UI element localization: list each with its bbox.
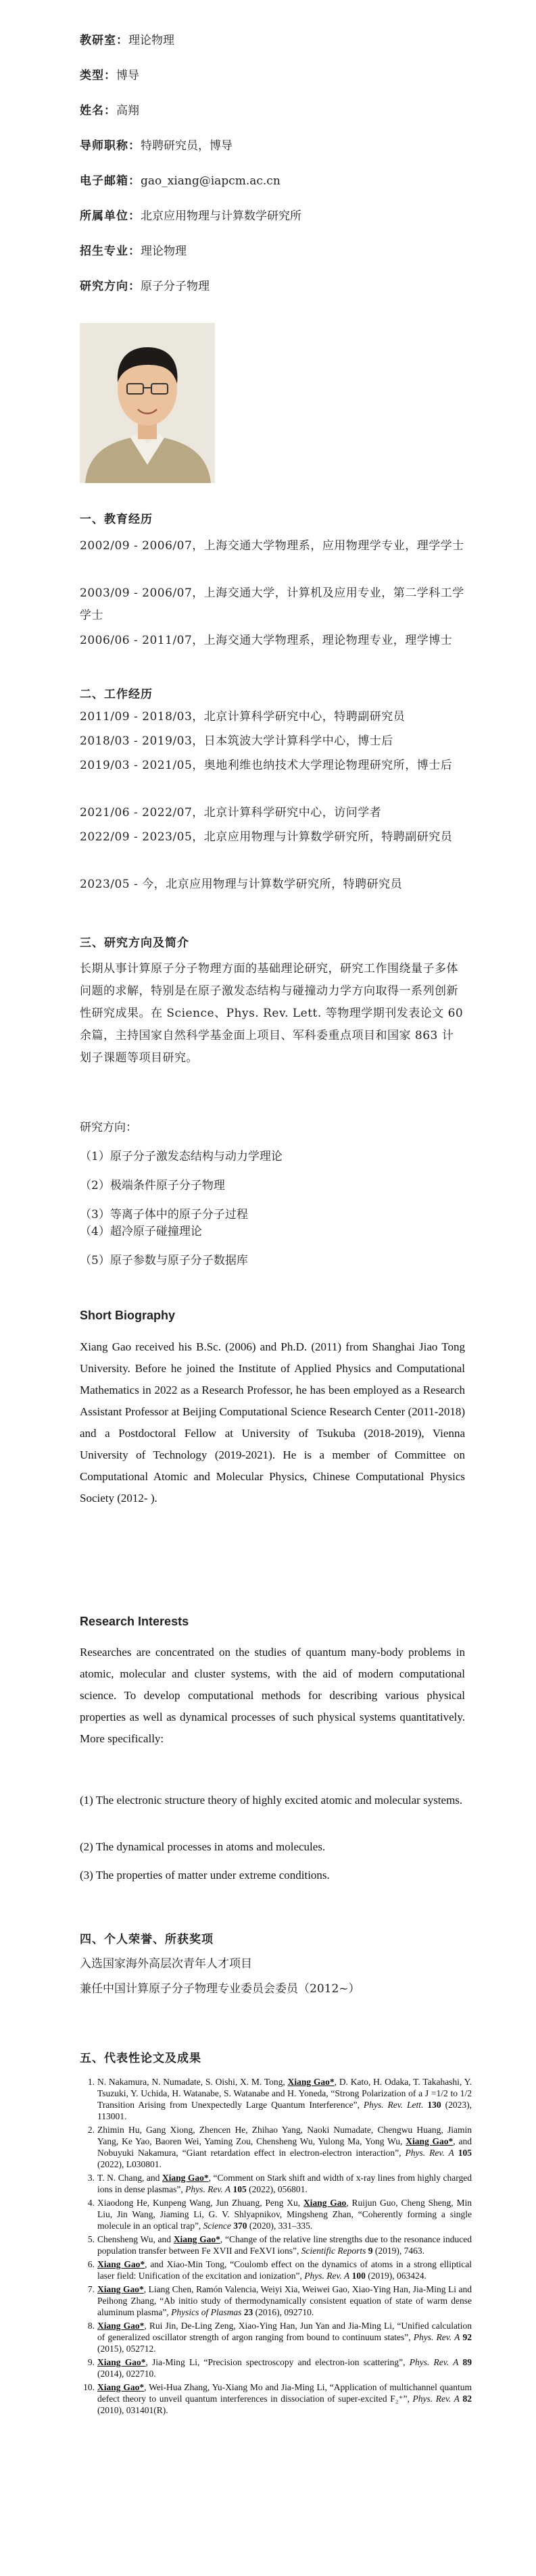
work-item: 2019/03 - 2021/05，奥地利维也纳技术大学理论物理研究所，博士后 (80, 759, 453, 772)
interests-text: Researches are concentrated on the studies of quantum many-body problems in atomic, molecular and cluster systems, with the aid of modern computational science. To develop computational methods for describing various physical properties as well as dynamical processes of such physical systems quantitatively. More specifically: (80, 1646, 465, 1745)
work-item: 2023/05 - 今，北京应用物理与计算数学研究所，特聘研究员 (80, 878, 403, 891)
author-highlight: Xiang Gao* (406, 2136, 454, 2146)
author-highlight: Xiang Gao* (173, 2234, 220, 2244)
info-research-direction: 研究方向：原子分子物理 (80, 280, 210, 293)
education-item: 2006/06 - 2011/07，上海交通大学物理系，理论物理专业，理学博士 (80, 634, 453, 647)
publication-item: 8. Xiang Gao*, Rui Jin, De-Ling Zeng, Xiao-Ying Han, Jun Yan and Jia-Ming Li, “Unified calculation of generalized oscillator strength of argon ranging from bound to continuum states”, Phys. Rev. A 92 (2015), 052712. (87, 2321, 472, 2354)
research-direction-item: （5）原子参数与原子分子数据库 (80, 1254, 248, 1267)
research-direction-item: （1）原子分子激发态结构与动力学理论 (80, 1150, 283, 1163)
author-highlight: Xiang Gao* (287, 2077, 335, 2087)
work-item: 2011/09 - 2018/03，北京计算科学研究中心，特聘副研究员 (80, 710, 406, 724)
info-enrollment-major: 招生专业：理论物理 (80, 245, 187, 258)
honor-item: 兼任中国计算原子分子物理专业委员会委员（2012~） (80, 1982, 360, 1996)
research-heading: 三、研究方向及简介 (80, 936, 189, 950)
author-highlight: Xiang Gao* (162, 2173, 209, 2183)
work-item: 2022/09 - 2023/05，北京应用物理与计算数学研究所，特聘副研究员 (80, 830, 453, 844)
author-highlight: Xiang Gao (303, 2198, 347, 2208)
author-highlight: Xiang Gao* (97, 2321, 145, 2331)
author-highlight: Xiang Gao* (97, 2357, 146, 2367)
publication-item: 1. N. Nakamura, N. Numadate, S. Oishi, X. M. Tong, Xiang Gao*, D. Kato, H. Odaka, T. Takahashi, Y. Tsuzuki, Y. Uchida, H. Watanabe, S. Watanabe and H. Yoneda, “Strong Polarization of a J =1/2 to 1/2 Transition Arising from Unexpectedly Large Quantum Interference”, Phys. Rev. Lett. 130 (2023), 113001. (87, 2077, 472, 2121)
portrait-photo (80, 323, 215, 483)
research-direction-item: （2）极端条件原子分子物理 (80, 1179, 225, 1192)
honors-heading: 四、个人荣誉、所获奖项 (80, 1933, 214, 1946)
info-advisor-title: 导师职称：特聘研究员，博导 (80, 139, 233, 153)
research-summary: 长期从事计算原子分子物理方面的基础理论研究，研究工作围绕量子多体问题的求解，特别是在原子激发态结构与碰撞动力学方向取得一系列创新性研究成果。在 Science、Phys. Rev. Lett. 等物理学期刊发表论文 60 余篇，主持国家自然科学基金面上项目、军科委重点项目和国家 863 计划子课题等项目研究。 (80, 962, 464, 1065)
education-item: 2003/09 - 2006/07，上海交通大学，计算机及应用专业，第二学科工学学士 (80, 586, 464, 622)
publication-item: 3. T. N. Chang, and Xiang Gao*, “Comment on Stark shift and width of x-ray lines from highly charged ions in dense plasmas”, Phys. Rev. A 105 (2022), 056801. (87, 2173, 472, 2194)
research-direction-item: （3）等离子体中的原子分子过程 (80, 1208, 248, 1221)
publication-item: 4. Xiaodong He, Kunpeng Wang, Jun Zhuang, Peng Xu, Xiang Gao, Ruijun Guo, Cheng Sheng, Min Liu, Jin Wang, Jiaming Li, G. V. Shlyapnikov, Mingsheng Zhan, “Coherently forming a single molecule in an optical trap”, Science 370 (2020), 331–335. (87, 2198, 472, 2231)
info-email: 电子邮箱：gao_xiang@iapcm.ac.cn (80, 174, 281, 188)
interest-item: (1) The electronic structure theory of highly excited atomic and molecular systems. (80, 1794, 463, 1807)
publication-list (80, 2076, 472, 2418)
research-direction-item: （4）超冷原子碰撞理论 (80, 1225, 202, 1238)
info-name: 姓名：高翔 (80, 104, 139, 118)
work-item: 2018/03 - 2019/03，日本筑波大学计算科学中心，博士后 (80, 734, 393, 748)
publication-item: 9. Xiang Gao*, Jia-Ming Li, “Precision spectroscopy and electron-ion scattering”, Phys. Rev. A 89 (2014), 022710. (87, 2357, 472, 2379)
work-heading: 二、工作经历 (80, 688, 153, 701)
publication-item: 10. Xiang Gao*, Wei-Hua Zhang, Yu-Xiang Mo and Jia-Ming Li, “Application of multichannel quantum defect theory to unveil quantum interferences in dissociation of super-excited F₂⁺”, Phys. Rev. A 82 (2010), 031401(R). (83, 2382, 472, 2415)
publication-item: 7. Xiang Gao*, Liang Chen, Ramón Valencia, Weiyi Xia, Weiwei Gao, Xiao-Ying Han, Jia-Ming Li and Peihong Zhang, “Ab initio study of thermodynamically consistent equation of state of warm dense aluminum plasma”, Physics of Plasmas 23 (2016), 092710. (87, 2284, 472, 2317)
info-affiliation: 所属单位：北京应用物理与计算数学研究所 (80, 209, 301, 223)
bio-text: Xiang Gao received his B.Sc. (2006) and Ph.D. (2011) from Shanghai Jiao Tong University. Before he joined the Institute of Applied Physics and Computational Mathematics in 2022 as a Research Professor, he has been employed as a Research Assistant Professor at Beijing Computational Science Research Center (2011-2018) and a Postdoctoral Fellow at University of Tsukuba (2018-2019), Vienna University of Technology (2019-2021). He is a member of Committee on Computational Atomic and Molecular Physics, Chinese Computational Physics Society (2012- ). (80, 1340, 465, 1505)
work-item: 2021/06 - 2022/07，北京计算科学研究中心，访问学者 (80, 806, 382, 819)
info-type: 类型：博导 (80, 69, 139, 82)
education-item: 2002/09 - 2006/07，上海交通大学物理系，应用物理学专业，理学学士 (80, 539, 464, 553)
research-directions-label: 研究方向： (80, 1121, 137, 1134)
portrait-illustration (80, 323, 215, 483)
publication-item: 5. Chensheng Wu, and Xiang Gao*, “Change of the relative line strengths due to the resonance induced population transfer between Fe XVII and FeXVI ions”, Scientific Reports 9 (2019), 7463. (87, 2234, 472, 2256)
interests-heading: Research Interests (80, 1615, 189, 1628)
publication-item: 6. Xiang Gao*, and Xiao-Min Tong, “Coulomb effect on the dynamics of atoms in a strong elliptical laser field: Unification of the excitation and ionization”, Phys. Rev. A 100 (2019), 063424. (87, 2259, 472, 2281)
author-highlight: Xiang Gao* (97, 2382, 145, 2392)
publication-item: 2. Zhimin Hu, Gang Xiong, Zhencen He, Zhihao Yang, Naoki Numadate, Chengwu Huang, Jiamin Yang, Ke Yao, Baoren Wei, Yaming Zou, Chensheng Wu, Yulong Ma, Yong Wu, Xiang Gao*, and Nobuyuki Nakamura, “Giant retardation effect in electron-electron interaction”, Phys. Rev. A 105 (2022), L030801. (87, 2125, 472, 2169)
author-highlight: Xiang Gao* (97, 2259, 145, 2269)
info-department: 教研室：理论物理 (80, 34, 174, 47)
interest-item: (3) The properties of matter under extreme conditions. (80, 1869, 330, 1882)
interest-item: (2) The dynamical processes in atoms and molecules. (80, 1840, 326, 1853)
education-heading: 一、教育经历 (80, 513, 153, 526)
honor-item: 入选国家海外高层次青年人才项目 (80, 1957, 252, 1971)
bio-heading: Short Biography (80, 1309, 176, 1322)
publications-heading: 五、代表性论文及成果 (80, 2052, 201, 2065)
author-highlight: Xiang Gao* (97, 2284, 144, 2294)
